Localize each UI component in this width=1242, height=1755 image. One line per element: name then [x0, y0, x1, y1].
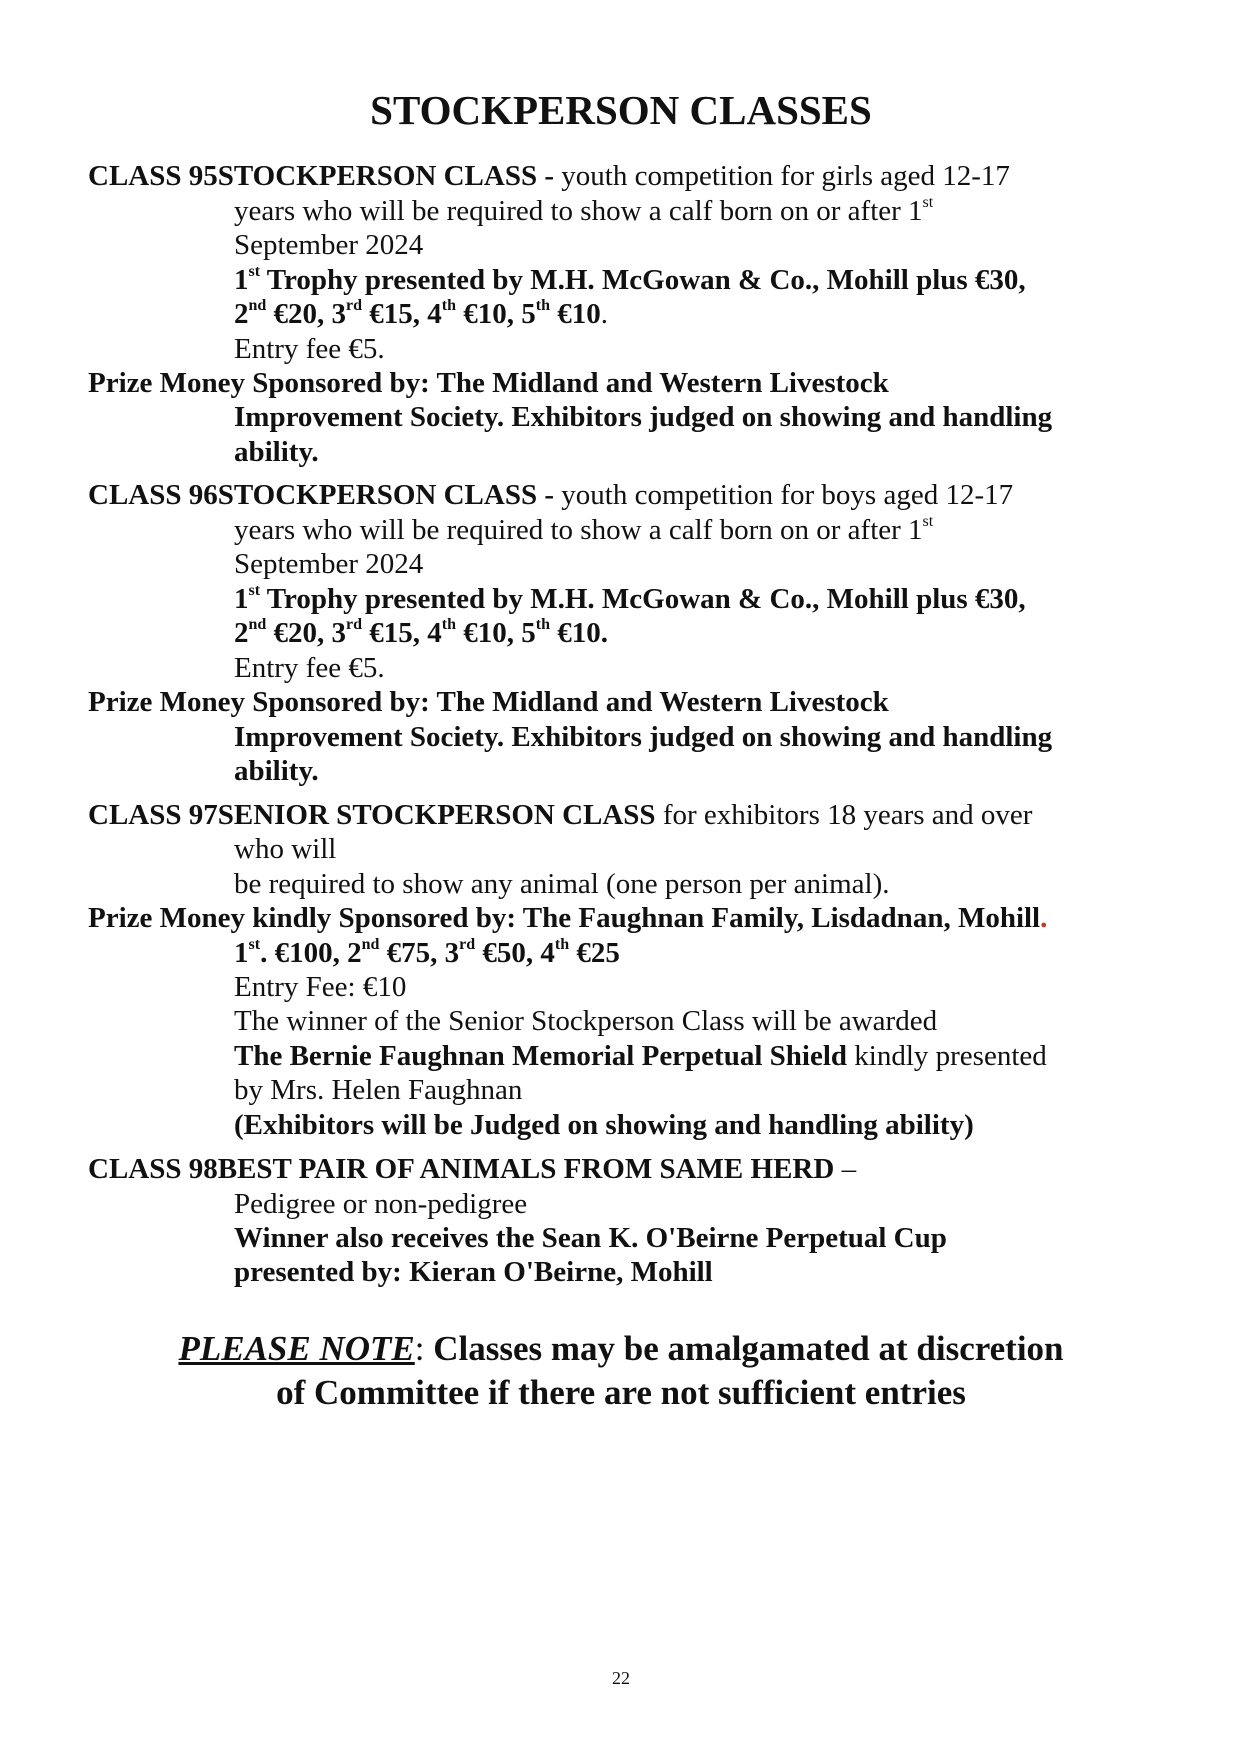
- class-95-prize-2: 2nd €20, 3rd €15, 4th €10, 5th €10.: [234, 297, 609, 330]
- class-95-title: CLASS 95STOCKPERSON CLASS -: [88, 160, 555, 192]
- class-97-judging-note: (Exhibitors will be Judged on showing and handling ability): [234, 1109, 974, 1141]
- class-98-heading: CLASS 98BEST PAIR OF ANIMALS FROM SAME HERD –: [88, 1153, 857, 1185]
- class-97-title: CLASS 97SENIOR STOCKPERSON CLASS: [88, 799, 656, 831]
- class-96-line-3: September 2024: [234, 548, 424, 580]
- class-97-winner-1: The winner of the Senior Stockperson Class will be awarded: [234, 1005, 938, 1037]
- class-97-line-2: who will: [234, 833, 337, 865]
- class-97-entry-fee: Entry Fee: €10: [234, 971, 407, 1003]
- class-96-sponsor-3: ability.: [234, 755, 319, 787]
- class-96-title: CLASS 96STOCKPERSON CLASS -: [88, 479, 555, 511]
- class-95-prize-1: 1st Trophy presented by M.H. McGowan & Co., Mohill plus €30,: [234, 263, 1026, 296]
- class-96-sponsor-2: Improvement Society. Exhibitors judged on showing and handling: [234, 721, 1053, 753]
- class-97-line-3: be required to show any animal (one person per animal).: [234, 868, 890, 900]
- class-97-desc: for exhibitors 18 years and over: [655, 799, 1033, 831]
- class-95-sponsor-2: Improvement Society. Exhibitors judged on showing and handling: [234, 401, 1053, 433]
- class-98-line-2: Pedigree or non-pedigree: [234, 1188, 528, 1220]
- class-98-line-4: presented by: Kieran O'Beirne, Mohill: [234, 1256, 713, 1288]
- class-96-sponsor-1: Prize Money Sponsored by: The Midland and Western Livestock: [88, 686, 889, 718]
- class-95-line-2: years who will be required to show a calf born on or after 1st: [234, 194, 934, 227]
- class-96-prize-1: 1st Trophy presented by M.H. McGowan & Co., Mohill plus €30,: [234, 582, 1026, 615]
- class-97-winner-3: by Mrs. Helen Faughnan: [234, 1074, 523, 1106]
- class-95-entry-fee: Entry fee €5.: [234, 333, 385, 365]
- class-96-desc: youth competition for boys aged 12-17: [554, 479, 1014, 511]
- page-title: STOCKPERSON CLASSES: [370, 87, 872, 133]
- class-98-line-3: Winner also receives the Sean K. O'Beirne Perpetual Cup: [234, 1222, 947, 1254]
- class-95-sponsor-1: Prize Money Sponsored by: The Midland and Western Livestock: [88, 367, 889, 399]
- class-97-sponsor: Prize Money kindly Sponsored by: The Faughnan Family, Lisdadnan, Mohill.: [88, 902, 1048, 934]
- class-98-title: CLASS 98BEST PAIR OF ANIMALS FROM SAME HERD: [88, 1153, 835, 1185]
- page-number: 22: [612, 1668, 630, 1688]
- class-96-heading: [88, 477, 1013, 513]
- please-note-label: PLEASE NOTE: [178, 1329, 415, 1368]
- class-96-prize-2: 2nd €20, 3rd €15, 4th €10, 5th €10.: [234, 616, 609, 649]
- class-97-winner-2: The Bernie Faughnan Memorial Perpetual Shield kindly presented: [234, 1040, 1047, 1072]
- class-95-line-3: September 2024: [234, 229, 424, 261]
- class-95-sponsor-3: ability.: [234, 436, 319, 468]
- class-97-prizes: 1st. €100, 2nd €75, 3rd €50, 4th €25: [234, 936, 620, 969]
- class-96-line-2: years who will be required to show a calf born on or after 1st: [234, 513, 934, 546]
- class-97-heading: [88, 797, 1032, 833]
- class-95-heading: [88, 158, 1010, 194]
- class-95-desc: youth competition for girls aged 12-17: [554, 160, 1010, 192]
- please-note-line-2: of Committee if there are not sufficient entries: [276, 1373, 966, 1412]
- please-note-line-1: PLEASE NOTE: Classes may be amalgamated at discretion: [178, 1329, 1064, 1368]
- class-96-entry-fee: Entry fee €5.: [234, 652, 385, 684]
- shield-name: The Bernie Faughnan Memorial Perpetual Shield: [234, 1040, 848, 1072]
